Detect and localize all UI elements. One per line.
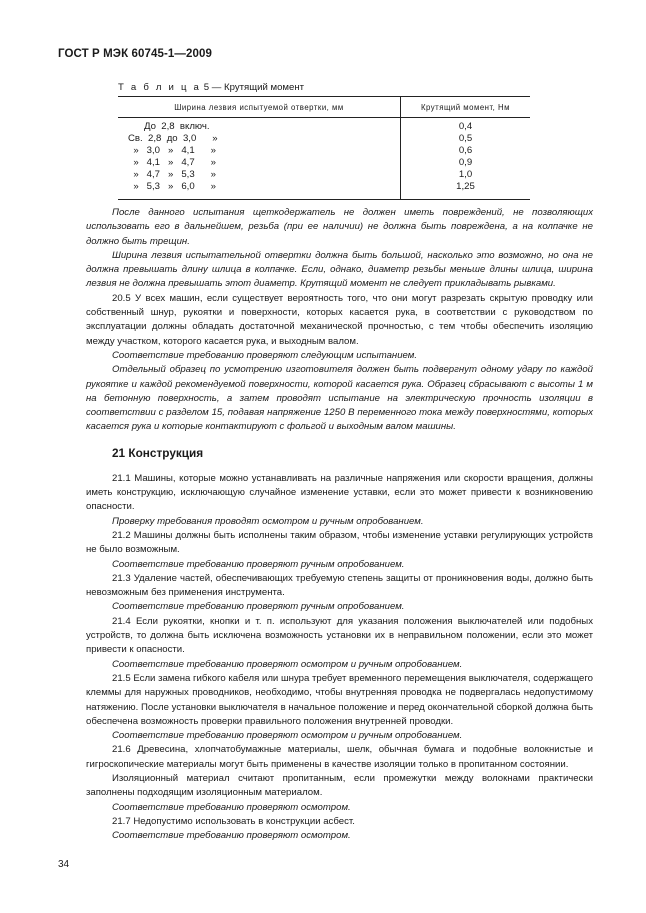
table-torque-cell: 0,5 (458, 133, 473, 144)
torque-table (118, 96, 530, 200)
paragraph-21-5: 21.5 Если замена гибкого кабеля или шнура требует временного перемещения выключателя, содержащего клеммы для наружных проводников, необходимо, чтобы внутренняя проводка не подвергалась недопустимому натяжению. После установки выключателя в начальное положение и перед окончательной сборкой должна быть обеспечена возможность проверки правильного положения внутренней проводки. (86, 672, 593, 727)
paragraph: Соответствие требованию проверяют осмотром. (112, 801, 351, 813)
paragraph: Проверку требования проводят осмотром и ручным опробованием. (112, 515, 424, 527)
table-header-width: Ширина лезвия испытуемой отвертки, мм (118, 97, 401, 118)
paragraph-21-1: 21.1 Машины, которые можно устанавливать на различные напряжения или скорости вращения, должны иметь конструкцию, исключающую случайное изменение уставки, если это может привести к возникновению опасности. (86, 472, 593, 513)
paragraph: Соответствие требованию проверяют ручным опробованием. (112, 558, 405, 570)
paragraph-21-6: 21.6 Древесина, хлопчатобумажные материалы, шелк, обычная бумага и подобные волокнистые и гигроскопические материалы могут быть применены в качестве изоляции только в пропитанном состоянии. (86, 744, 593, 770)
table-range-cell: Св. 2,8 до 3,0 » (128, 133, 218, 144)
body-text (86, 206, 593, 843)
table-caption-text: 5 — Крутящий момент (203, 82, 305, 93)
document-code: ГОСТ Р МЭК 60745-1—2009 (58, 48, 212, 60)
paragraph: Соответствие требованию проверяют осмотром и ручным опробованием. (112, 730, 463, 742)
paragraph: После данного испытания щеткодержатель не должен иметь повреждений, не позволяющих использовать его в дальнейшем, резьба (при ее наличии) не должна быть повреждена, а на колпачке не должно быть трещин. (86, 207, 593, 247)
table-caption (118, 82, 304, 93)
paragraph-21-2: 21.2 Машины должны быть исполнены таким образом, чтобы изменение уставки регулирующих устройств не было возможным. (86, 529, 593, 556)
paragraph-21-3: 21.3 Удаление частей, обеспечивающих требуемую степень защиты от проникновения воды, должно быть невозможным без применения инструмента. (86, 572, 593, 599)
table-header-torque: Крутящий момент, Нм (401, 97, 531, 118)
table-torque-cell: 0,9 (458, 157, 473, 168)
paragraph: Соответствие требованию проверяют осмотром и ручным опробованием. (112, 658, 463, 670)
table-range-cell: » 5,3 » 6,0 » (128, 181, 216, 192)
table-range-cell: » 3,0 » 4,1 » (128, 145, 216, 156)
table-range-cell: До 2,8 включ. (128, 121, 210, 132)
section-heading: 21 Конструкция (112, 445, 204, 460)
paragraph-20-5: 20.5 У всех машин, если существует вероятность того, что они могут разрезать скрытую проводку или собственный шнур, рукоятки и поверхности, которых касается рука, в соответствии с руководством по эксплуатации должны обладать достаточной механической прочностью, с тем чтобы обеспечить изоляцию между участком, которого касается рука, и выходным валом. (86, 292, 593, 347)
paragraph-21-4: 21.4 Если рукоятки, кнопки и т. п. используют для указания положения выключателей или подобных устройств, то должна быть исключена возможность установки их в неправильном положении, если это может привести к опасности. (86, 615, 593, 656)
paragraph: Изоляционный материал считают пропитанным, если промежутки между волокнами практически заполнены подходящим изоляционным материалом. (86, 772, 593, 799)
paragraph: Соответствие требованию проверяют ручным опробованием. (112, 601, 405, 613)
table-torque-cell: 1,0 (458, 169, 473, 180)
table-torque-cell: 1,25 (456, 181, 475, 192)
table-torque-cell: 0,4 (458, 121, 473, 132)
paragraph: Соответствие требованию проверяют следующим испытанием. (112, 349, 418, 361)
table-range-cell: » 4,7 » 5,3 » (128, 169, 216, 180)
table-torque-column (401, 118, 531, 200)
table-caption-label: Т а б л и ц а (118, 82, 202, 93)
table-range-cell: » 4,1 » 4,7 » (128, 157, 216, 168)
paragraph: Отдельный образец по усмотрению изготовителя должен быть подвергнут одному удару по каждой рукоятке и каждой рекомендуемой поверхности, которой касается рука. Образец сбрасывают с высоты 1 м на бетонную поверхность, а затем проводят испытание на электрическую прочность изоляции в соответствии с разделом 15, подавая напряжение 1250 В переменного тока между поверхностями, которых касается рука и которые контактируют с фольгой и выходным валом машины. (86, 364, 593, 433)
page-number: 34 (58, 859, 70, 870)
table-torque-cell: 0,6 (458, 145, 473, 156)
paragraph: Ширина лезвия испытательной отвертки должна быть большой, насколько это возможно, но она не должна превышать длину шлица в колпачке. Если, однако, диаметр резьбы меньше длины шлица, ширина лезвия не должна превышать этот диаметр. Крутящий момент не следует прикладывать рывками. (86, 249, 593, 290)
paragraph: Соответствие требованию проверяют осмотром. (112, 830, 351, 842)
paragraph-21-7: 21.7 Недопустимо использовать в конструкции асбест. (112, 815, 355, 827)
table-range-column (118, 118, 401, 200)
